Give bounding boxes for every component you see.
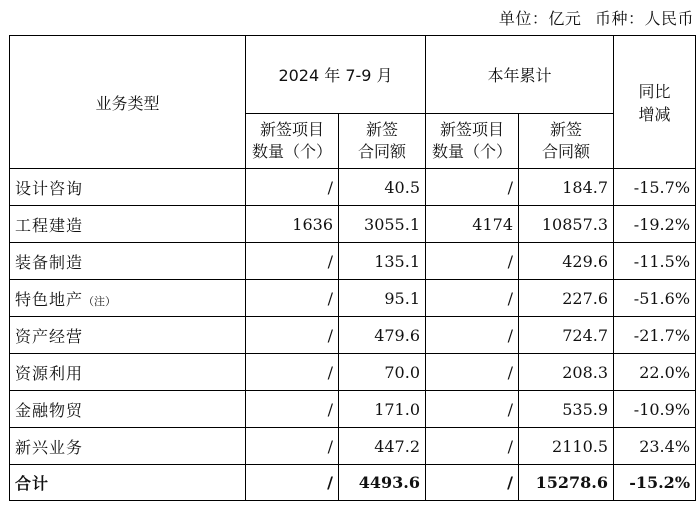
cell-ytd-count: / bbox=[426, 280, 519, 317]
cell-ytd-amount: 2110.5 bbox=[519, 428, 614, 465]
total-yoy: -15.2% bbox=[614, 465, 696, 501]
currency-label: 币种：人民币 bbox=[594, 9, 694, 28]
cell-ytd-count: / bbox=[426, 243, 519, 280]
cell-period-count: / bbox=[246, 354, 339, 391]
cell-ytd-count: / bbox=[426, 354, 519, 391]
cell-ytd-amount: 535.9 bbox=[519, 391, 614, 428]
cell-ytd-amount: 184.7 bbox=[519, 169, 614, 206]
cell-yoy: -21.7% bbox=[614, 317, 696, 354]
header-period: 2024 年 7-9 月 bbox=[246, 36, 426, 114]
total-ytd-amount: 15278.6 bbox=[519, 465, 614, 501]
row-name bbox=[10, 243, 246, 280]
row-name-text: 资产经营 bbox=[15, 326, 84, 346]
table-row bbox=[10, 206, 696, 243]
cell-period-amount: 171.0 bbox=[339, 391, 426, 428]
header-business-type: 业务类型 bbox=[10, 36, 246, 169]
cell-period-count: / bbox=[246, 317, 339, 354]
row-name bbox=[10, 317, 246, 354]
cell-ytd-amount: 429.6 bbox=[519, 243, 614, 280]
cell-period-amount: 3055.1 bbox=[339, 206, 426, 243]
total-ytd-count: / bbox=[426, 465, 519, 501]
cell-period-amount: 95.1 bbox=[339, 280, 426, 317]
row-name bbox=[10, 280, 246, 317]
row-name-text: 新兴业务 bbox=[15, 437, 84, 457]
total-label: 合计 bbox=[10, 465, 246, 501]
header-count-line1: 新签项目 bbox=[259, 120, 324, 139]
cell-period-amount: 447.2 bbox=[339, 428, 426, 465]
table-row bbox=[10, 428, 696, 465]
header-row-1 bbox=[10, 36, 696, 114]
row-name-text: 资源利用 bbox=[15, 363, 84, 383]
unit-line bbox=[491, 6, 694, 29]
row-name bbox=[10, 428, 246, 465]
total-period-amount: 4493.6 bbox=[339, 465, 426, 501]
unit-label: 单位：亿元 bbox=[498, 9, 582, 28]
row-name-text: 特色地产 bbox=[15, 289, 84, 309]
cell-ytd-count: / bbox=[426, 317, 519, 354]
total-row bbox=[10, 465, 696, 501]
cell-period-amount: 70.0 bbox=[339, 354, 426, 391]
header-amount-line1: 新签 bbox=[550, 120, 583, 139]
header-count-line1: 新签项目 bbox=[439, 120, 504, 139]
table-row bbox=[10, 280, 696, 317]
row-note: （注） bbox=[83, 294, 117, 308]
cell-ytd-amount: 227.6 bbox=[519, 280, 614, 317]
row-name bbox=[10, 354, 246, 391]
header-ytd-count bbox=[426, 114, 519, 169]
header-amount-line2: 合同额 bbox=[542, 142, 591, 161]
table-row bbox=[10, 317, 696, 354]
cell-period-count: / bbox=[246, 280, 339, 317]
row-name-text: 设计咨询 bbox=[15, 178, 84, 198]
cell-yoy: 23.4% bbox=[614, 428, 696, 465]
cell-ytd-count: / bbox=[426, 428, 519, 465]
cell-ytd-amount: 208.3 bbox=[519, 354, 614, 391]
cell-yoy: -19.2% bbox=[614, 206, 696, 243]
row-name-text: 装备制造 bbox=[15, 252, 84, 272]
header-amount-line1: 新签 bbox=[365, 120, 398, 139]
cell-yoy: 22.0% bbox=[614, 354, 696, 391]
cell-ytd-amount: 10857.3 bbox=[519, 206, 614, 243]
row-name-text: 金融物贸 bbox=[15, 400, 84, 420]
row-name bbox=[10, 169, 246, 206]
cell-period-amount: 135.1 bbox=[339, 243, 426, 280]
table-row bbox=[10, 391, 696, 428]
header-count-line2: 数量（个） bbox=[431, 142, 512, 161]
cell-period-count: 1636 bbox=[246, 206, 339, 243]
table-row bbox=[10, 243, 696, 280]
cell-ytd-count: / bbox=[426, 391, 519, 428]
table-row bbox=[10, 169, 696, 206]
header-ytd-amount bbox=[519, 114, 614, 169]
header-count-line2: 数量（个） bbox=[251, 142, 332, 161]
cell-yoy: -10.9% bbox=[614, 391, 696, 428]
cell-yoy: -11.5% bbox=[614, 243, 696, 280]
row-name-text: 工程建造 bbox=[15, 215, 84, 235]
header-amount-line2: 合同额 bbox=[357, 142, 406, 161]
cell-period-amount: 40.5 bbox=[339, 169, 426, 206]
header-period-amount bbox=[339, 114, 426, 169]
cell-ytd-amount: 724.7 bbox=[519, 317, 614, 354]
table-row bbox=[10, 354, 696, 391]
total-period-count: / bbox=[246, 465, 339, 501]
header-ytd: 本年累计 bbox=[426, 36, 614, 114]
contract-table bbox=[9, 35, 696, 501]
cell-period-count: / bbox=[246, 243, 339, 280]
header-yoy-line1: 同比 bbox=[638, 82, 671, 101]
cell-ytd-count: 4174 bbox=[426, 206, 519, 243]
header-yoy-line2: 增减 bbox=[638, 105, 671, 124]
cell-yoy: -51.6% bbox=[614, 280, 696, 317]
header-yoy bbox=[614, 36, 696, 169]
header-period-count bbox=[246, 114, 339, 169]
row-name bbox=[10, 206, 246, 243]
cell-ytd-count: / bbox=[426, 169, 519, 206]
cell-period-count: / bbox=[246, 391, 339, 428]
cell-yoy: -15.7% bbox=[614, 169, 696, 206]
cell-period-count: / bbox=[246, 428, 339, 465]
cell-period-count: / bbox=[246, 169, 339, 206]
row-name bbox=[10, 391, 246, 428]
cell-period-amount: 479.6 bbox=[339, 317, 426, 354]
